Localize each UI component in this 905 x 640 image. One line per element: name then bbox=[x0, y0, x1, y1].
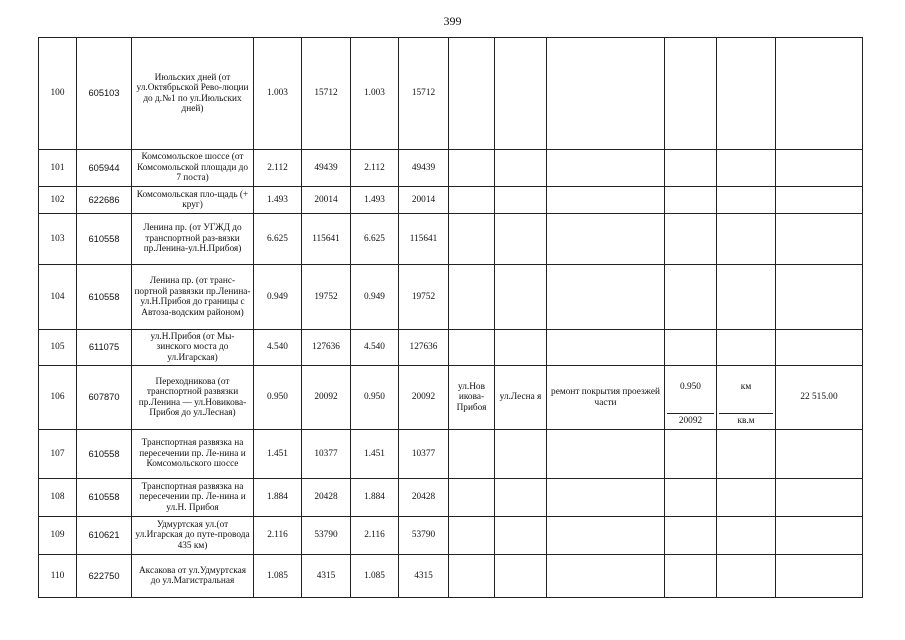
length-km: 0.950 bbox=[254, 366, 302, 430]
work-quantity bbox=[665, 214, 717, 265]
length-km: 1.085 bbox=[254, 555, 302, 598]
road-description: Июльских дней (от ул.Октябрьской Рево-люции до д.№1 по ул.Июльских дней) bbox=[132, 38, 254, 150]
section-to bbox=[495, 38, 547, 150]
road-code: 605103 bbox=[77, 38, 132, 150]
length-km-2: 1.085 bbox=[351, 555, 399, 598]
work-quantity bbox=[665, 38, 717, 150]
work-cost bbox=[776, 38, 863, 150]
section-to bbox=[495, 187, 547, 214]
area-sqm: 20092 bbox=[302, 366, 351, 430]
road-description: Транспортная развязка на пересечении пр. Ле-нина и Комсомольского шоссе bbox=[132, 430, 254, 479]
row-number: 103 bbox=[39, 214, 77, 265]
work-quantity bbox=[665, 555, 717, 598]
row-number: 107 bbox=[39, 430, 77, 479]
work-cost bbox=[776, 265, 863, 330]
section-to bbox=[495, 330, 547, 366]
section-from bbox=[449, 430, 495, 479]
section-to: ул.Лесна я bbox=[495, 366, 547, 430]
row-number: 102 bbox=[39, 187, 77, 214]
work-type: ремонт покрытия проезжей части bbox=[547, 366, 665, 430]
section-to bbox=[495, 517, 547, 555]
area-sqm: 15712 bbox=[302, 38, 351, 150]
length-km: 1.493 bbox=[254, 187, 302, 214]
work-unit bbox=[717, 555, 776, 598]
work-unit bbox=[717, 330, 776, 366]
work-unit bbox=[717, 517, 776, 555]
work-quantity bbox=[665, 150, 717, 187]
length-km-2: 6.625 bbox=[351, 214, 399, 265]
section-to bbox=[495, 430, 547, 479]
area-sqm: 20014 bbox=[302, 187, 351, 214]
road-description: Аксакова от ул.Удмуртская до ул.Магистральная bbox=[132, 555, 254, 598]
table-row bbox=[39, 479, 863, 517]
row-number: 106 bbox=[39, 366, 77, 430]
road-code: 622686 bbox=[77, 187, 132, 214]
work-type bbox=[547, 430, 665, 479]
area-sqm-2: 4315 bbox=[399, 555, 449, 598]
area-sqm-2: 115641 bbox=[399, 214, 449, 265]
road-code: 610558 bbox=[77, 265, 132, 330]
area-sqm-2: 10377 bbox=[399, 430, 449, 479]
table-row bbox=[39, 555, 863, 598]
work-type bbox=[547, 187, 665, 214]
area-sqm: 127636 bbox=[302, 330, 351, 366]
section-to bbox=[495, 214, 547, 265]
area-sqm-2: 53790 bbox=[399, 517, 449, 555]
work-type bbox=[547, 517, 665, 555]
length-km-2: 0.950 bbox=[351, 366, 399, 430]
road-description: Транспортная развязка на пересечении пр. Ле-нина и ул.Н. Прибоя bbox=[132, 479, 254, 517]
page-number: 399 bbox=[443, 14, 462, 28]
table-row bbox=[39, 366, 863, 430]
area-sqm: 19752 bbox=[302, 265, 351, 330]
work-quantity bbox=[665, 265, 717, 330]
area-sqm-2: 19752 bbox=[399, 265, 449, 330]
row-number: 108 bbox=[39, 479, 77, 517]
length-km-2: 0.949 bbox=[351, 265, 399, 330]
length-km-2: 2.116 bbox=[351, 517, 399, 555]
table-row bbox=[39, 150, 863, 187]
work-cost: 22 515.00 bbox=[776, 366, 863, 430]
area-sqm: 10377 bbox=[302, 430, 351, 479]
work-quantity-km: 0.950 bbox=[667, 366, 714, 414]
length-km: 2.112 bbox=[254, 150, 302, 187]
area-sqm-2: 15712 bbox=[399, 38, 449, 150]
section-from: ул.Нов икова-Прибоя bbox=[449, 366, 495, 430]
road-code: 611075 bbox=[77, 330, 132, 366]
work-quantity bbox=[665, 430, 717, 479]
length-km-2: 2.112 bbox=[351, 150, 399, 187]
work-unit bbox=[717, 366, 776, 430]
length-km: 1.003 bbox=[254, 38, 302, 150]
road-description: Комсомольское шоссе (от Комсомольской площади до 7 поста) bbox=[132, 150, 254, 187]
section-to bbox=[495, 479, 547, 517]
area-sqm: 115641 bbox=[302, 214, 351, 265]
road-description: Ленина пр. (от УГЖД до транспортной раз-вязки пр.Ленина-ул.Н.Прибоя) bbox=[132, 214, 254, 265]
work-unit-sqm: кв.м bbox=[737, 416, 755, 427]
section-from bbox=[449, 330, 495, 366]
work-type bbox=[547, 214, 665, 265]
area-sqm-2: 20428 bbox=[399, 479, 449, 517]
road-description: Ленина пр. (от транс-портной развязки пр.Ленина-ул.Н.Прибоя до границы с Автоза-водским районом) bbox=[132, 265, 254, 330]
road-code: 605944 bbox=[77, 150, 132, 187]
work-cost bbox=[776, 214, 863, 265]
length-km: 6.625 bbox=[254, 214, 302, 265]
row-number: 105 bbox=[39, 330, 77, 366]
road-description: ул.Н.Прибоя (от Мы-зинского моста до ул.Игарская) bbox=[132, 330, 254, 366]
table-row bbox=[39, 430, 863, 479]
table-row bbox=[39, 330, 863, 366]
length-km: 2.116 bbox=[254, 517, 302, 555]
work-type bbox=[547, 38, 665, 150]
length-km-2: 1.451 bbox=[351, 430, 399, 479]
area-sqm-2: 20092 bbox=[399, 366, 449, 430]
table-row bbox=[39, 38, 863, 150]
table-row bbox=[39, 214, 863, 265]
row-number: 110 bbox=[39, 555, 77, 598]
section-to bbox=[495, 150, 547, 187]
section-from bbox=[449, 187, 495, 214]
length-km: 0.949 bbox=[254, 265, 302, 330]
area-sqm: 49439 bbox=[302, 150, 351, 187]
road-description: Переходникова (от транспортной развязки пр.Ленина — ул.Новикова-Прибоя до ул.Лесная) bbox=[132, 366, 254, 430]
section-from bbox=[449, 265, 495, 330]
section-from bbox=[449, 214, 495, 265]
area-sqm: 20428 bbox=[302, 479, 351, 517]
work-type bbox=[547, 555, 665, 598]
work-cost bbox=[776, 479, 863, 517]
work-type bbox=[547, 265, 665, 330]
section-from bbox=[449, 555, 495, 598]
work-type bbox=[547, 479, 665, 517]
work-unit bbox=[717, 214, 776, 265]
length-km-2: 1.003 bbox=[351, 38, 399, 150]
work-unit bbox=[717, 265, 776, 330]
work-unit bbox=[717, 187, 776, 214]
work-cost bbox=[776, 187, 863, 214]
work-type bbox=[547, 150, 665, 187]
work-unit bbox=[717, 150, 776, 187]
length-km-2: 1.884 bbox=[351, 479, 399, 517]
area-sqm-2: 127636 bbox=[399, 330, 449, 366]
work-unit bbox=[717, 479, 776, 517]
length-km-2: 4.540 bbox=[351, 330, 399, 366]
road-description: Комсомольская пло-щадь (+ круг) bbox=[132, 187, 254, 214]
section-from bbox=[449, 479, 495, 517]
work-quantity bbox=[665, 517, 717, 555]
work-cost bbox=[776, 150, 863, 187]
length-km: 1.884 bbox=[254, 479, 302, 517]
road-code: 622750 bbox=[77, 555, 132, 598]
section-to bbox=[495, 555, 547, 598]
road-code: 610621 bbox=[77, 517, 132, 555]
work-type bbox=[547, 330, 665, 366]
table-body bbox=[39, 38, 863, 598]
area-sqm: 4315 bbox=[302, 555, 351, 598]
row-number: 101 bbox=[39, 150, 77, 187]
road-code: 610558 bbox=[77, 479, 132, 517]
row-number: 104 bbox=[39, 265, 77, 330]
work-quantity bbox=[665, 366, 717, 430]
work-unit bbox=[717, 430, 776, 479]
row-number: 109 bbox=[39, 517, 77, 555]
work-cost bbox=[776, 555, 863, 598]
table-row bbox=[39, 265, 863, 330]
length-km: 1.451 bbox=[254, 430, 302, 479]
road-code: 610558 bbox=[77, 430, 132, 479]
road-code: 610558 bbox=[77, 214, 132, 265]
road-repair-table bbox=[38, 37, 863, 598]
work-cost bbox=[776, 330, 863, 366]
area-sqm-2: 49439 bbox=[399, 150, 449, 187]
section-from bbox=[449, 38, 495, 150]
work-quantity bbox=[665, 330, 717, 366]
section-to bbox=[495, 265, 547, 330]
length-km-2: 1.493 bbox=[351, 187, 399, 214]
work-cost bbox=[776, 517, 863, 555]
work-unit-km: км bbox=[719, 366, 773, 414]
road-description: Удмуртская ул.(от ул.Игарская до путе-провода 435 км) bbox=[132, 517, 254, 555]
row-number: 100 bbox=[39, 38, 77, 150]
work-quantity bbox=[665, 187, 717, 214]
table-row bbox=[39, 517, 863, 555]
area-sqm-2: 20014 bbox=[399, 187, 449, 214]
road-code: 607870 bbox=[77, 366, 132, 430]
work-quantity bbox=[665, 479, 717, 517]
area-sqm: 53790 bbox=[302, 517, 351, 555]
section-from bbox=[449, 150, 495, 187]
work-unit bbox=[717, 38, 776, 150]
length-km: 4.540 bbox=[254, 330, 302, 366]
section-from bbox=[449, 517, 495, 555]
table-row bbox=[39, 187, 863, 214]
work-quantity-sqm: 20092 bbox=[678, 416, 703, 427]
work-cost bbox=[776, 430, 863, 479]
